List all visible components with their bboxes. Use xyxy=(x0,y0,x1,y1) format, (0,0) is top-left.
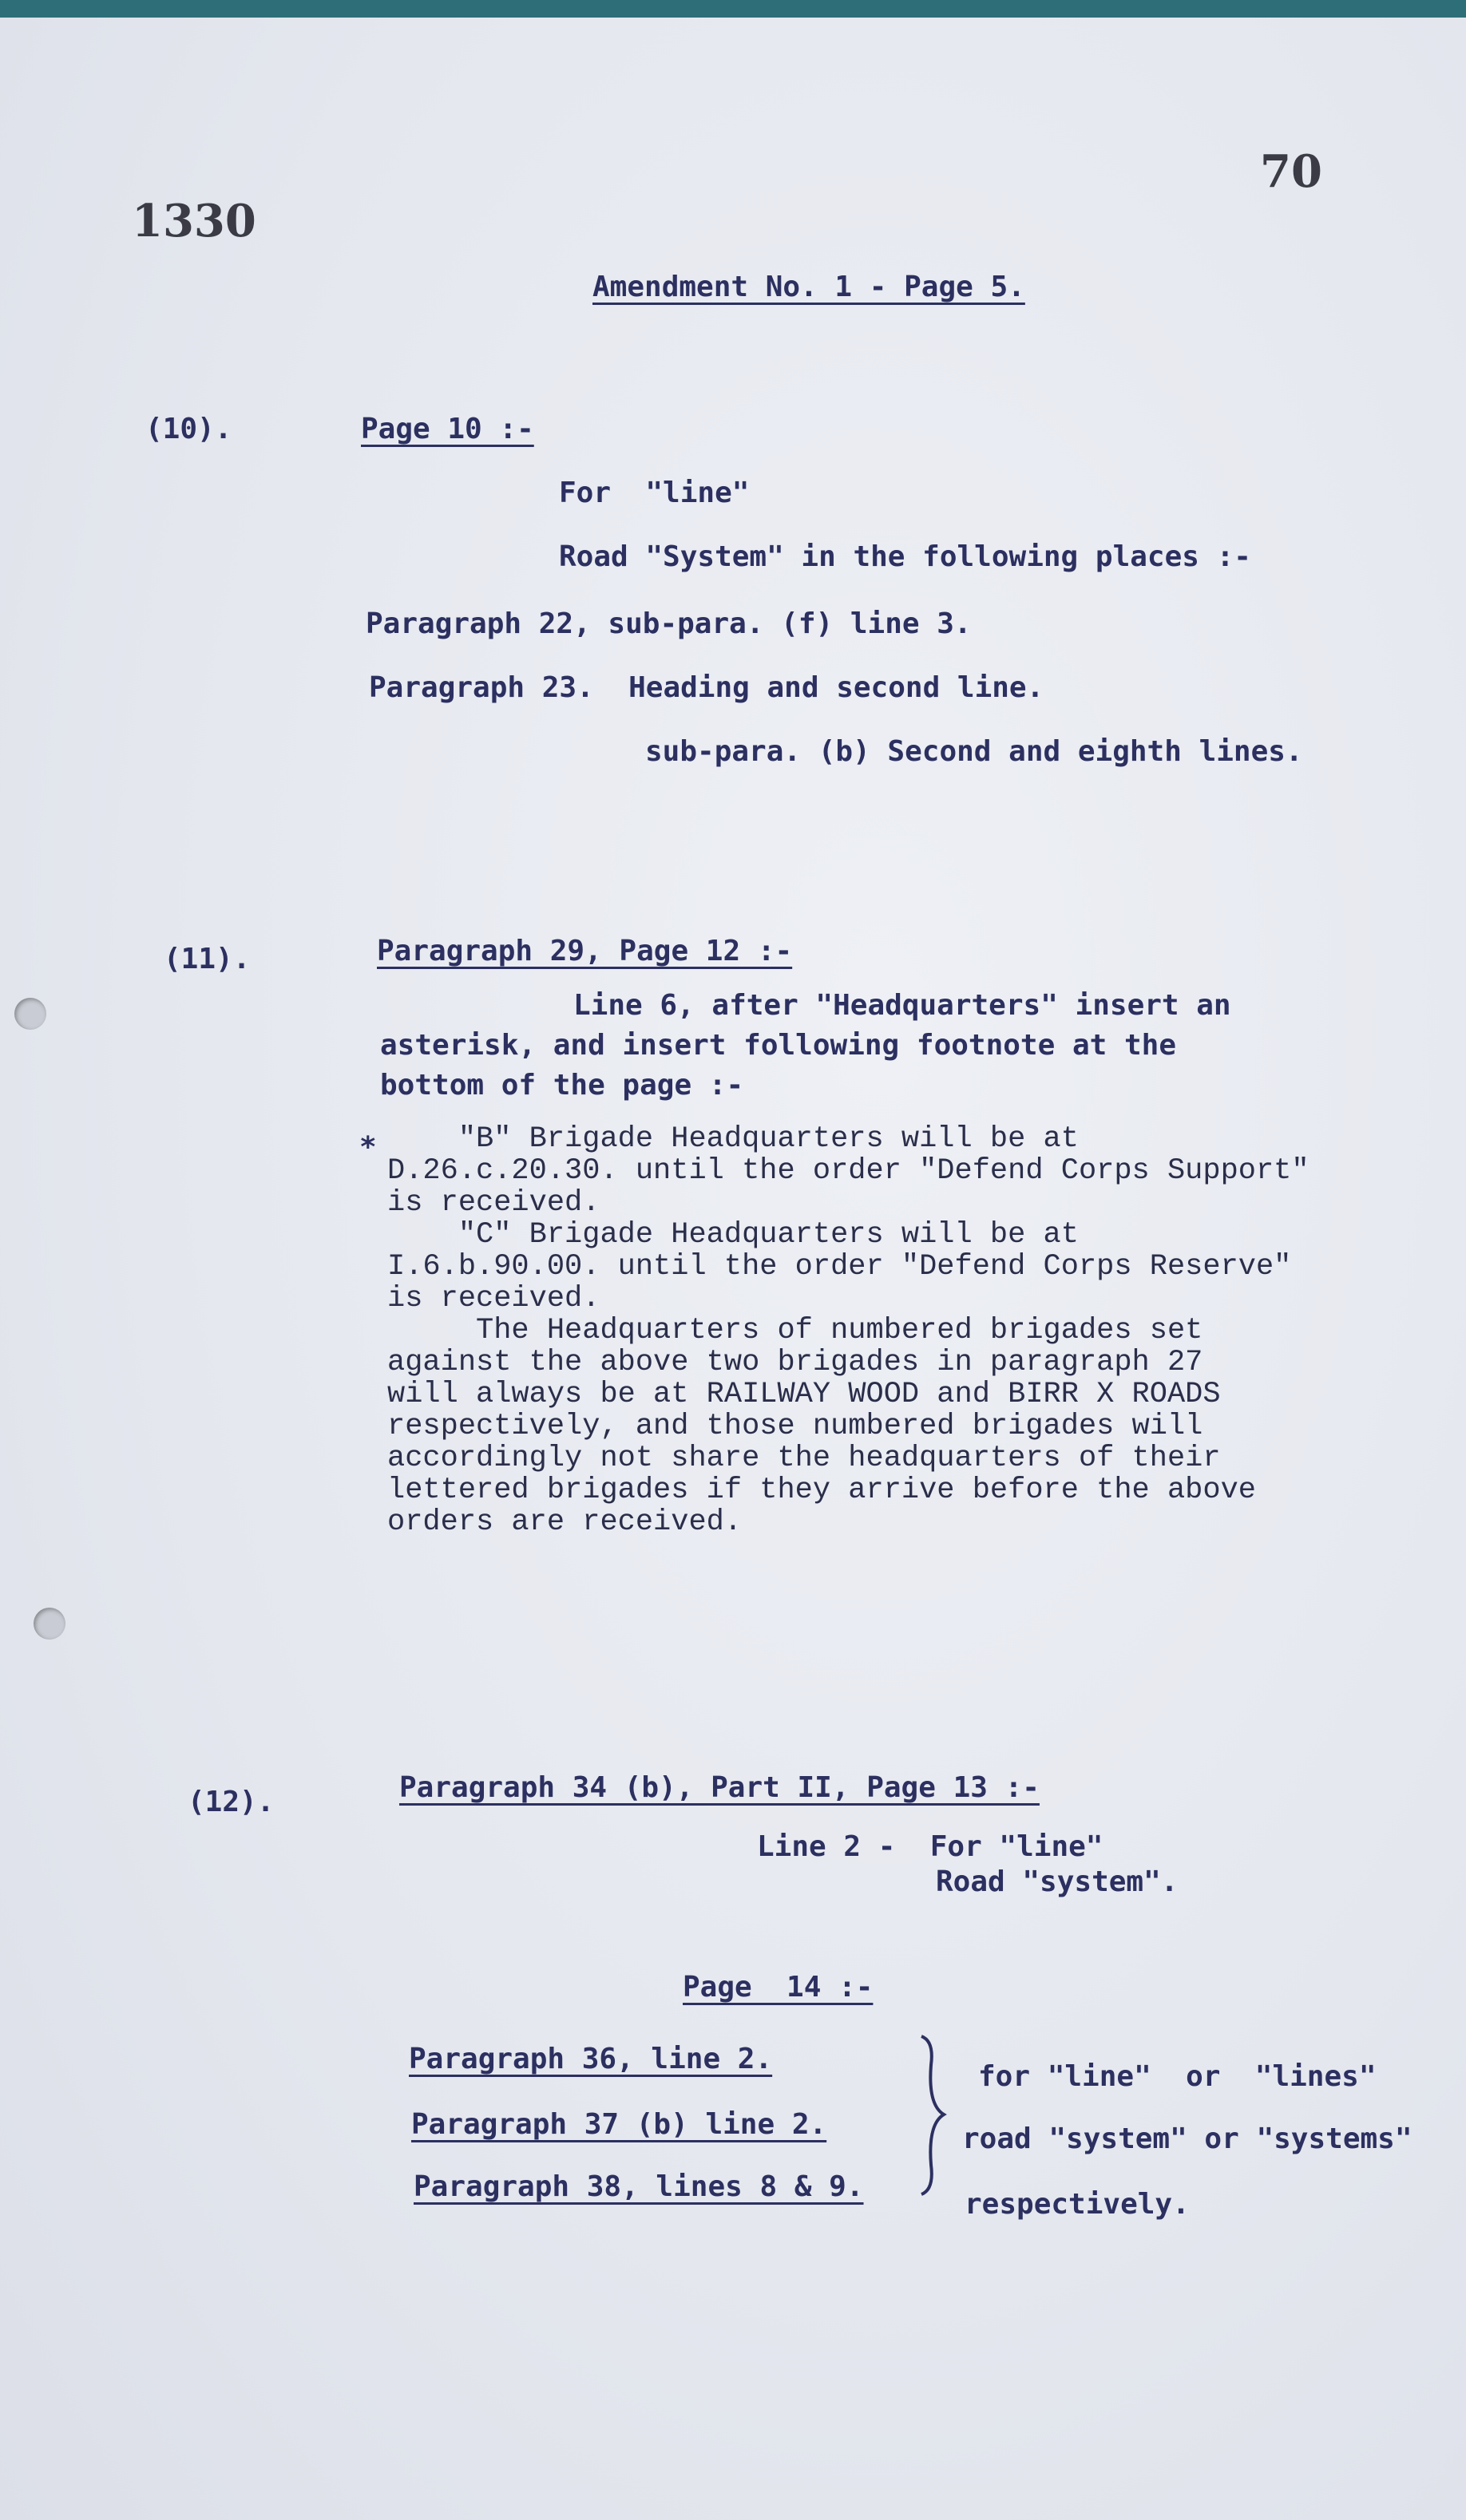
text-line: for "line" or "lines" xyxy=(978,2060,1377,2093)
punch-hole xyxy=(14,998,46,1030)
text-line: respectively. xyxy=(965,2188,1190,2221)
text-line: Line 2 - For "line" xyxy=(757,1830,1103,1863)
text-line: Road "system". xyxy=(936,1865,1179,1898)
punch-hole xyxy=(34,1608,65,1640)
section-title: Paragraph 29, Page 12 :- xyxy=(377,935,793,967)
page-heading: Amendment No. 1 - Page 5. xyxy=(592,271,1025,303)
document-page xyxy=(0,18,1466,2520)
subsection-title: Page 14 :- xyxy=(683,1971,874,2004)
reference-number: 1330 xyxy=(132,195,256,247)
text-line: sub-para. (b) Second and eighth lines. xyxy=(645,735,1303,768)
paragraph-ref: Paragraph 37 (b) line 2. xyxy=(411,2108,827,2141)
section-number: (12). xyxy=(188,1786,275,1818)
folio-number: 70 xyxy=(1260,145,1322,198)
footnote-line: orders are received. xyxy=(387,1505,743,1539)
text-line: asterisk, and insert following footnote at the xyxy=(380,1029,1176,1062)
asterisk-mark: * xyxy=(359,1131,377,1164)
text-line: Line 6, after "Headquarters" insert an xyxy=(573,989,1231,1022)
footnote-line: lettered brigades if they arrive before the above xyxy=(387,1474,1256,1507)
section-number: (10). xyxy=(145,413,232,445)
footnote-block xyxy=(387,1123,1409,1538)
footnote-line: D.26.c.20.30. until the order "Defend Corps Support" xyxy=(387,1154,1309,1188)
section-title: Page 10 :- xyxy=(361,413,534,445)
text-line: For "line" xyxy=(559,477,750,509)
footnote-line: is received. xyxy=(387,1282,600,1315)
text-line: Paragraph 23. Heading and second line. xyxy=(369,671,1044,704)
paragraph-ref: Paragraph 36, line 2. xyxy=(409,2043,773,2075)
section-number: (11). xyxy=(164,943,251,975)
footnote-line: The Headquarters of numbered brigades set xyxy=(387,1314,1203,1347)
text-line: road "system" or "systems" xyxy=(962,2122,1413,2155)
footnote-line: against the above two brigades in paragraph 27 xyxy=(387,1346,1203,1379)
footnote-line: I.6.b.90.00. until the order "Defend Corps Reserve" xyxy=(387,1250,1292,1284)
footnote-line: "B" Brigade Headquarters will be at xyxy=(387,1122,1079,1156)
footnote-line: "C" Brigade Headquarters will be at xyxy=(387,1218,1079,1252)
text-line: Paragraph 22, sub-para. (f) line 3. xyxy=(366,607,972,640)
footnote-line: will always be at RAILWAY WOOD and BIRR X ROADS xyxy=(387,1378,1221,1411)
paragraph-ref: Paragraph 38, lines 8 & 9. xyxy=(414,2170,864,2203)
footnote-line: respectively, and those numbered brigades will xyxy=(387,1410,1203,1443)
footnote-line: accordingly not share the headquarters of their xyxy=(387,1442,1221,1475)
brace-mark xyxy=(917,2033,949,2197)
text-line: Road "System" in the following places :- xyxy=(559,540,1251,573)
text-line: bottom of the page :- xyxy=(380,1069,744,1102)
section-title: Paragraph 34 (b), Part II, Page 13 :- xyxy=(399,1771,1040,1804)
footnote-line: is received. xyxy=(387,1186,600,1220)
